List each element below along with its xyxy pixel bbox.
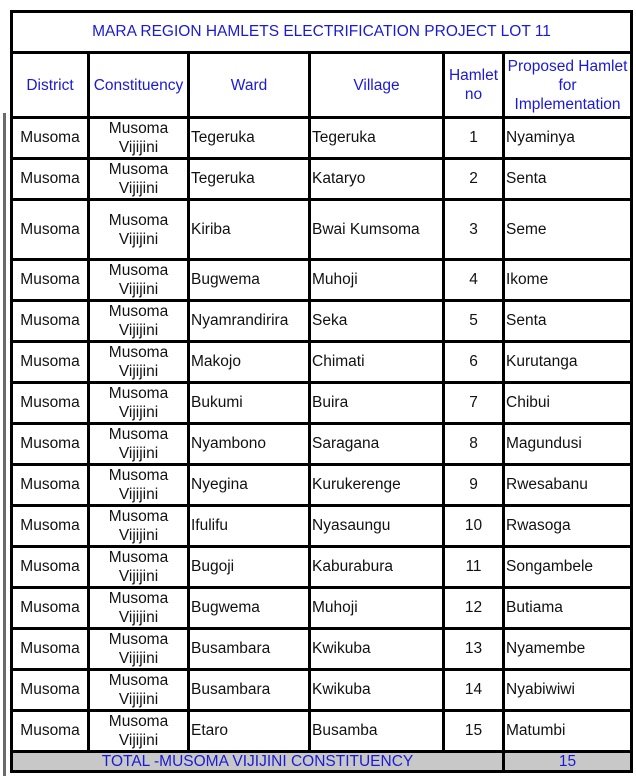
cell-district: Musoma — [12, 118, 89, 159]
cell-village: Muhoji — [310, 588, 444, 629]
table-row — [12, 383, 632, 424]
cell-constituency: Musoma Vijijini — [89, 711, 189, 752]
cell-hamlet-no: 2 — [444, 159, 504, 200]
cell-district: Musoma — [12, 711, 89, 752]
cell-constituency: Musoma Vijijini — [89, 383, 189, 424]
cell-constituency: Musoma Vijijini — [89, 118, 189, 159]
cell-village: Buira — [310, 383, 444, 424]
cell-hamlet-no: 7 — [444, 383, 504, 424]
cell-proposed-hamlet: Senta — [504, 301, 632, 342]
cell-constituency: Musoma Vijijini — [89, 342, 189, 383]
cell-hamlet-no: 1 — [444, 118, 504, 159]
cell-proposed-hamlet: Butiama — [504, 588, 632, 629]
total-value: 15 — [504, 752, 632, 772]
cell-village: Bwai Kumsoma — [310, 200, 444, 260]
cell-ward: Tegeruka — [189, 118, 310, 159]
col-header-hamlet-no: Hamlet no — [444, 53, 504, 118]
cell-district: Musoma — [12, 506, 89, 547]
document-page — [10, 10, 630, 773]
cell-constituency: Musoma Vijijini — [89, 588, 189, 629]
table-row — [12, 506, 632, 547]
cell-proposed-hamlet: Songambele — [504, 547, 632, 588]
page-shadow — [3, 113, 6, 776]
cell-village: Kurukerenge — [310, 465, 444, 506]
table-row — [12, 260, 632, 301]
cell-village: Kaburabura — [310, 547, 444, 588]
table-row — [12, 629, 632, 670]
cell-district: Musoma — [12, 260, 89, 301]
cell-district: Musoma — [12, 200, 89, 260]
cell-district: Musoma — [12, 670, 89, 711]
table-row — [12, 159, 632, 200]
table-row — [12, 547, 632, 588]
cell-hamlet-no: 10 — [444, 506, 504, 547]
cell-hamlet-no: 12 — [444, 588, 504, 629]
cell-village: Seka — [310, 301, 444, 342]
cell-proposed-hamlet: Kurutanga — [504, 342, 632, 383]
cell-ward: Bukumi — [189, 383, 310, 424]
cell-constituency: Musoma Vijijini — [89, 547, 189, 588]
cell-constituency: Musoma Vijijini — [89, 424, 189, 465]
cell-proposed-hamlet: Magundusi — [504, 424, 632, 465]
cell-constituency: Musoma Vijijini — [89, 260, 189, 301]
cell-ward: Ifulifu — [189, 506, 310, 547]
cell-village: Kataryo — [310, 159, 444, 200]
table-row — [12, 424, 632, 465]
cell-proposed-hamlet: Seme — [504, 200, 632, 260]
table-row — [12, 200, 632, 260]
cell-hamlet-no: 13 — [444, 629, 504, 670]
col-header-district: District — [12, 53, 89, 118]
cell-district: Musoma — [12, 465, 89, 506]
cell-constituency: Musoma Vijijini — [89, 670, 189, 711]
cell-proposed-hamlet: Rwesabanu — [504, 465, 632, 506]
cell-ward: Makojo — [189, 342, 310, 383]
cell-hamlet-no: 5 — [444, 301, 504, 342]
cell-proposed-hamlet: Senta — [504, 159, 632, 200]
table-row — [12, 588, 632, 629]
cell-ward: Nyamrandirira — [189, 301, 310, 342]
cell-village: Kwikuba — [310, 670, 444, 711]
total-row — [12, 752, 632, 772]
cell-constituency: Musoma Vijijini — [89, 506, 189, 547]
cell-village: Saragana — [310, 424, 444, 465]
cell-district: Musoma — [12, 159, 89, 200]
cell-proposed-hamlet: Nyaminya — [504, 118, 632, 159]
cell-ward: Etaro — [189, 711, 310, 752]
cell-hamlet-no: 3 — [444, 200, 504, 260]
table-title: MARA REGION HAMLETS ELECTRIFICATION PROJECT LOT 11 — [12, 12, 632, 53]
cell-ward: Nyegina — [189, 465, 310, 506]
col-header-village: Village — [310, 53, 444, 118]
col-header-ward: Ward — [189, 53, 310, 118]
cell-ward: Tegeruka — [189, 159, 310, 200]
cell-district: Musoma — [12, 342, 89, 383]
cell-proposed-hamlet: Ikome — [504, 260, 632, 301]
cell-village: Muhoji — [310, 260, 444, 301]
cell-hamlet-no: 14 — [444, 670, 504, 711]
cell-village: Kwikuba — [310, 629, 444, 670]
col-header-proposed-hamlet: Proposed Hamlet for Implementation — [504, 53, 632, 118]
cell-district: Musoma — [12, 629, 89, 670]
cell-district: Musoma — [12, 301, 89, 342]
total-label: TOTAL -MUSOMA VIJIJINI CONSTITUENCY — [12, 752, 504, 772]
cell-village: Tegeruka — [310, 118, 444, 159]
table-row — [12, 711, 632, 752]
cell-hamlet-no: 15 — [444, 711, 504, 752]
col-header-constituency: Constituency — [89, 53, 189, 118]
cell-district: Musoma — [12, 547, 89, 588]
table-row — [12, 670, 632, 711]
table-row — [12, 301, 632, 342]
cell-hamlet-no: 8 — [444, 424, 504, 465]
cell-ward: Bugwema — [189, 260, 310, 301]
cell-village: Chimati — [310, 342, 444, 383]
cell-ward: Bugwema — [189, 588, 310, 629]
cell-hamlet-no: 4 — [444, 260, 504, 301]
cell-proposed-hamlet: Matumbi — [504, 711, 632, 752]
cell-ward: Busambara — [189, 670, 310, 711]
cell-hamlet-no: 9 — [444, 465, 504, 506]
cell-district: Musoma — [12, 383, 89, 424]
cell-village: Nyasaungu — [310, 506, 444, 547]
cell-constituency: Musoma Vijijini — [89, 159, 189, 200]
cell-proposed-hamlet: Rwasoga — [504, 506, 632, 547]
cell-ward: Busambara — [189, 629, 310, 670]
cell-ward: Bugoji — [189, 547, 310, 588]
cell-constituency: Musoma Vijijini — [89, 200, 189, 260]
cell-proposed-hamlet: Nyabiwiwi — [504, 670, 632, 711]
cell-district: Musoma — [12, 424, 89, 465]
header-row — [12, 53, 632, 118]
cell-hamlet-no: 11 — [444, 547, 504, 588]
cell-ward: Kiriba — [189, 200, 310, 260]
cell-ward: Nyambono — [189, 424, 310, 465]
table-row — [12, 342, 632, 383]
cell-constituency: Musoma Vijijini — [89, 301, 189, 342]
hamlets-table — [10, 10, 633, 773]
cell-constituency: Musoma Vijijini — [89, 465, 189, 506]
cell-proposed-hamlet: Nyamembe — [504, 629, 632, 670]
cell-hamlet-no: 6 — [444, 342, 504, 383]
table-row — [12, 118, 632, 159]
cell-constituency: Musoma Vijijini — [89, 629, 189, 670]
cell-village: Busamba — [310, 711, 444, 752]
table-row — [12, 465, 632, 506]
cell-proposed-hamlet: Chibui — [504, 383, 632, 424]
cell-district: Musoma — [12, 588, 89, 629]
